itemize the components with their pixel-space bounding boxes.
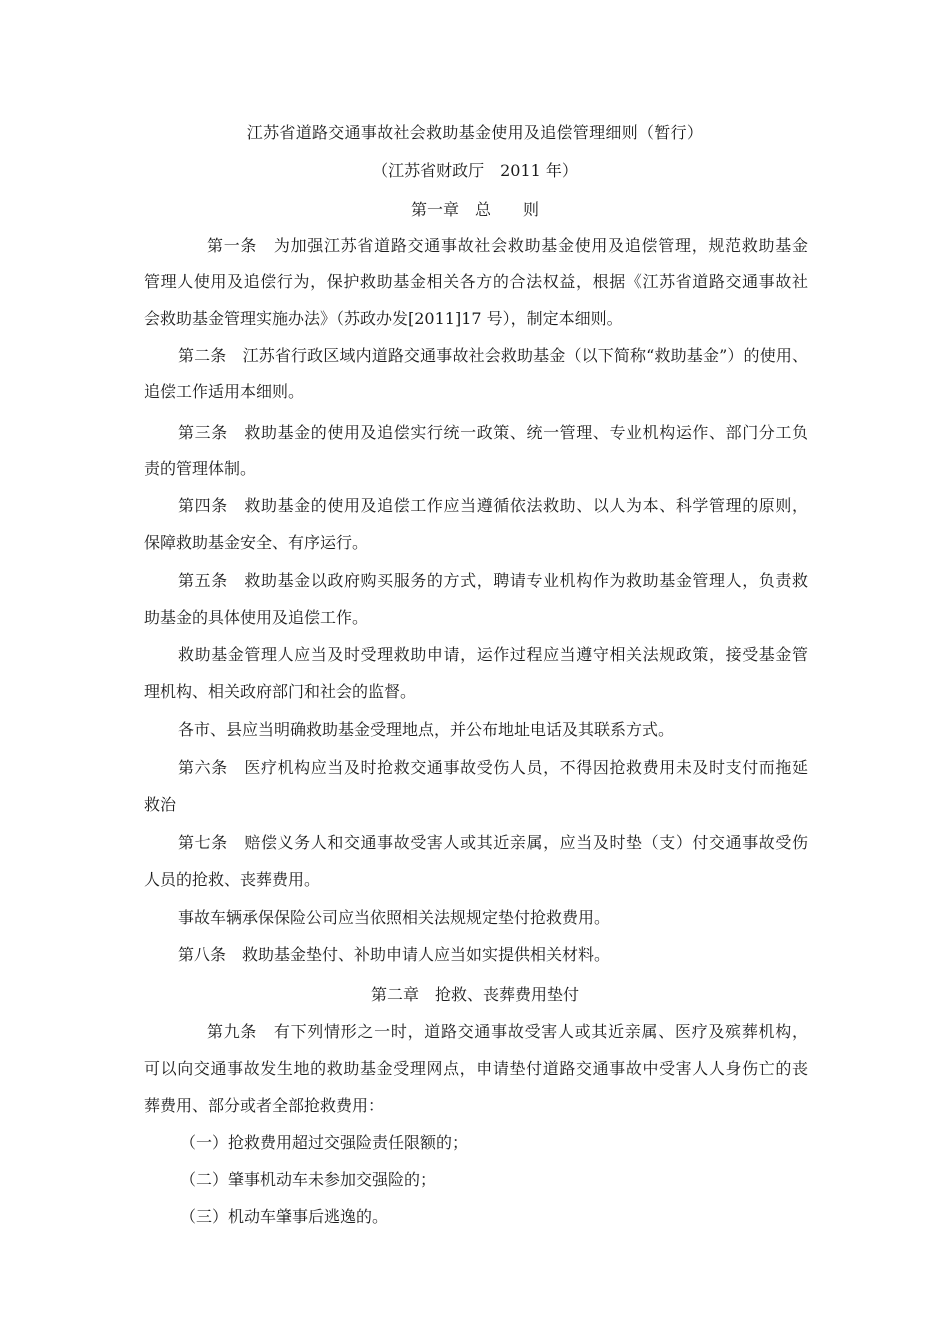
article-5-para-2-line-1: 救助基金管理人应当及时受理救助申请，运作过程应当遵守相关法规政策，接受基金管 [178, 645, 808, 664]
chapter-1-heading: 第一章 总 则 [410, 200, 539, 219]
article-5-line-1: 第五条 救助基金以政府购买服务的方式，聘请专业机构作为救助基金管理人，负责救 [178, 571, 808, 590]
document-title: 江苏省道路交通事故社会救助基金使用及追偿管理细则（暂行） [246, 123, 704, 142]
article-5-para-2-line-2: 理机构、相关政府部门和社会的监督。 [144, 682, 417, 701]
article-4-line-1: 第四条 救助基金的使用及追偿工作应当遵循依法救助、以人为本、科学管理的原则， [178, 496, 808, 515]
article-9-item-2: （二）肇事机动车未参加交强险的； [180, 1170, 437, 1189]
article-1-line-2: 管理人使用及追偿行为，保护救助基金相关各方的合法权益，根据《江苏省道路交通事故社 [144, 272, 808, 291]
chapter-2-heading: 第二章 抢救、丧葬费用垫付 [370, 985, 579, 1004]
document-issuer: （江苏省财政厅 2011 年） [372, 161, 578, 180]
article-9-item-1: （一）抢救费用超过交强险责任限额的； [180, 1133, 469, 1152]
article-1-line-1: 第一条 为加强江苏省道路交通事故社会救助基金使用及追偿管理，规范救助基金 [207, 236, 808, 255]
article-9-line-3: 葬费用、部分或者全部抢救费用： [144, 1096, 385, 1115]
article-3-line-1: 第三条 救助基金的使用及追偿实行统一政策、统一管理、专业机构运作、部门分工负 [178, 423, 808, 442]
article-1-line-3: 会救助基金管理实施办法》（苏政办发[2011]17 号），制定本细则。 [144, 309, 623, 328]
article-7-line-2: 人员的抢救、丧葬费用。 [144, 870, 321, 889]
article-5-line-2: 助基金的具体使用及追偿工作。 [144, 608, 369, 627]
article-4-line-2: 保障救助基金安全、有序运行。 [144, 533, 369, 552]
article-3-line-2: 责的管理体制。 [144, 459, 257, 478]
article-9-line-2: 可以向交通事故发生地的救助基金受理网点，申请垫付道路交通事故中受害人人身伤亡的丧 [144, 1059, 808, 1078]
article-9-line-1: 第九条 有下列情形之一时，道路交通事故受害人或其近亲属、医疗及殡葬机构， [207, 1022, 808, 1041]
article-5-para-3: 各市、县应当明确救助基金受理地点，并公布地址电话及其联系方式。 [178, 720, 675, 739]
article-2-line-2: 追偿工作适用本细则。 [144, 382, 305, 401]
article-8: 第八条 救助基金垫付、补助申请人应当如实提供相关材料。 [178, 945, 611, 964]
article-2-line-1: 第二条 江苏省行政区域内道路交通事故社会救助基金（以下简称“救助基金”）的使用、 [178, 346, 808, 365]
article-7-line-1: 第七条 赔偿义务人和交通事故受害人或其近亲属，应当及时垫（支）付交通事故受伤 [178, 833, 808, 852]
article-6-line-1: 第六条 医疗机构应当及时抢救交通事故受伤人员，不得因抢救费用未及时支付而拖延 [178, 758, 808, 777]
article-7-para-2: 事故车辆承保保险公司应当依照相关法规规定垫付抢救费用。 [178, 908, 611, 927]
article-6-line-2: 救治 [144, 795, 177, 814]
article-9-item-3: （三）机动车肇事后逃逸的。 [180, 1207, 389, 1226]
